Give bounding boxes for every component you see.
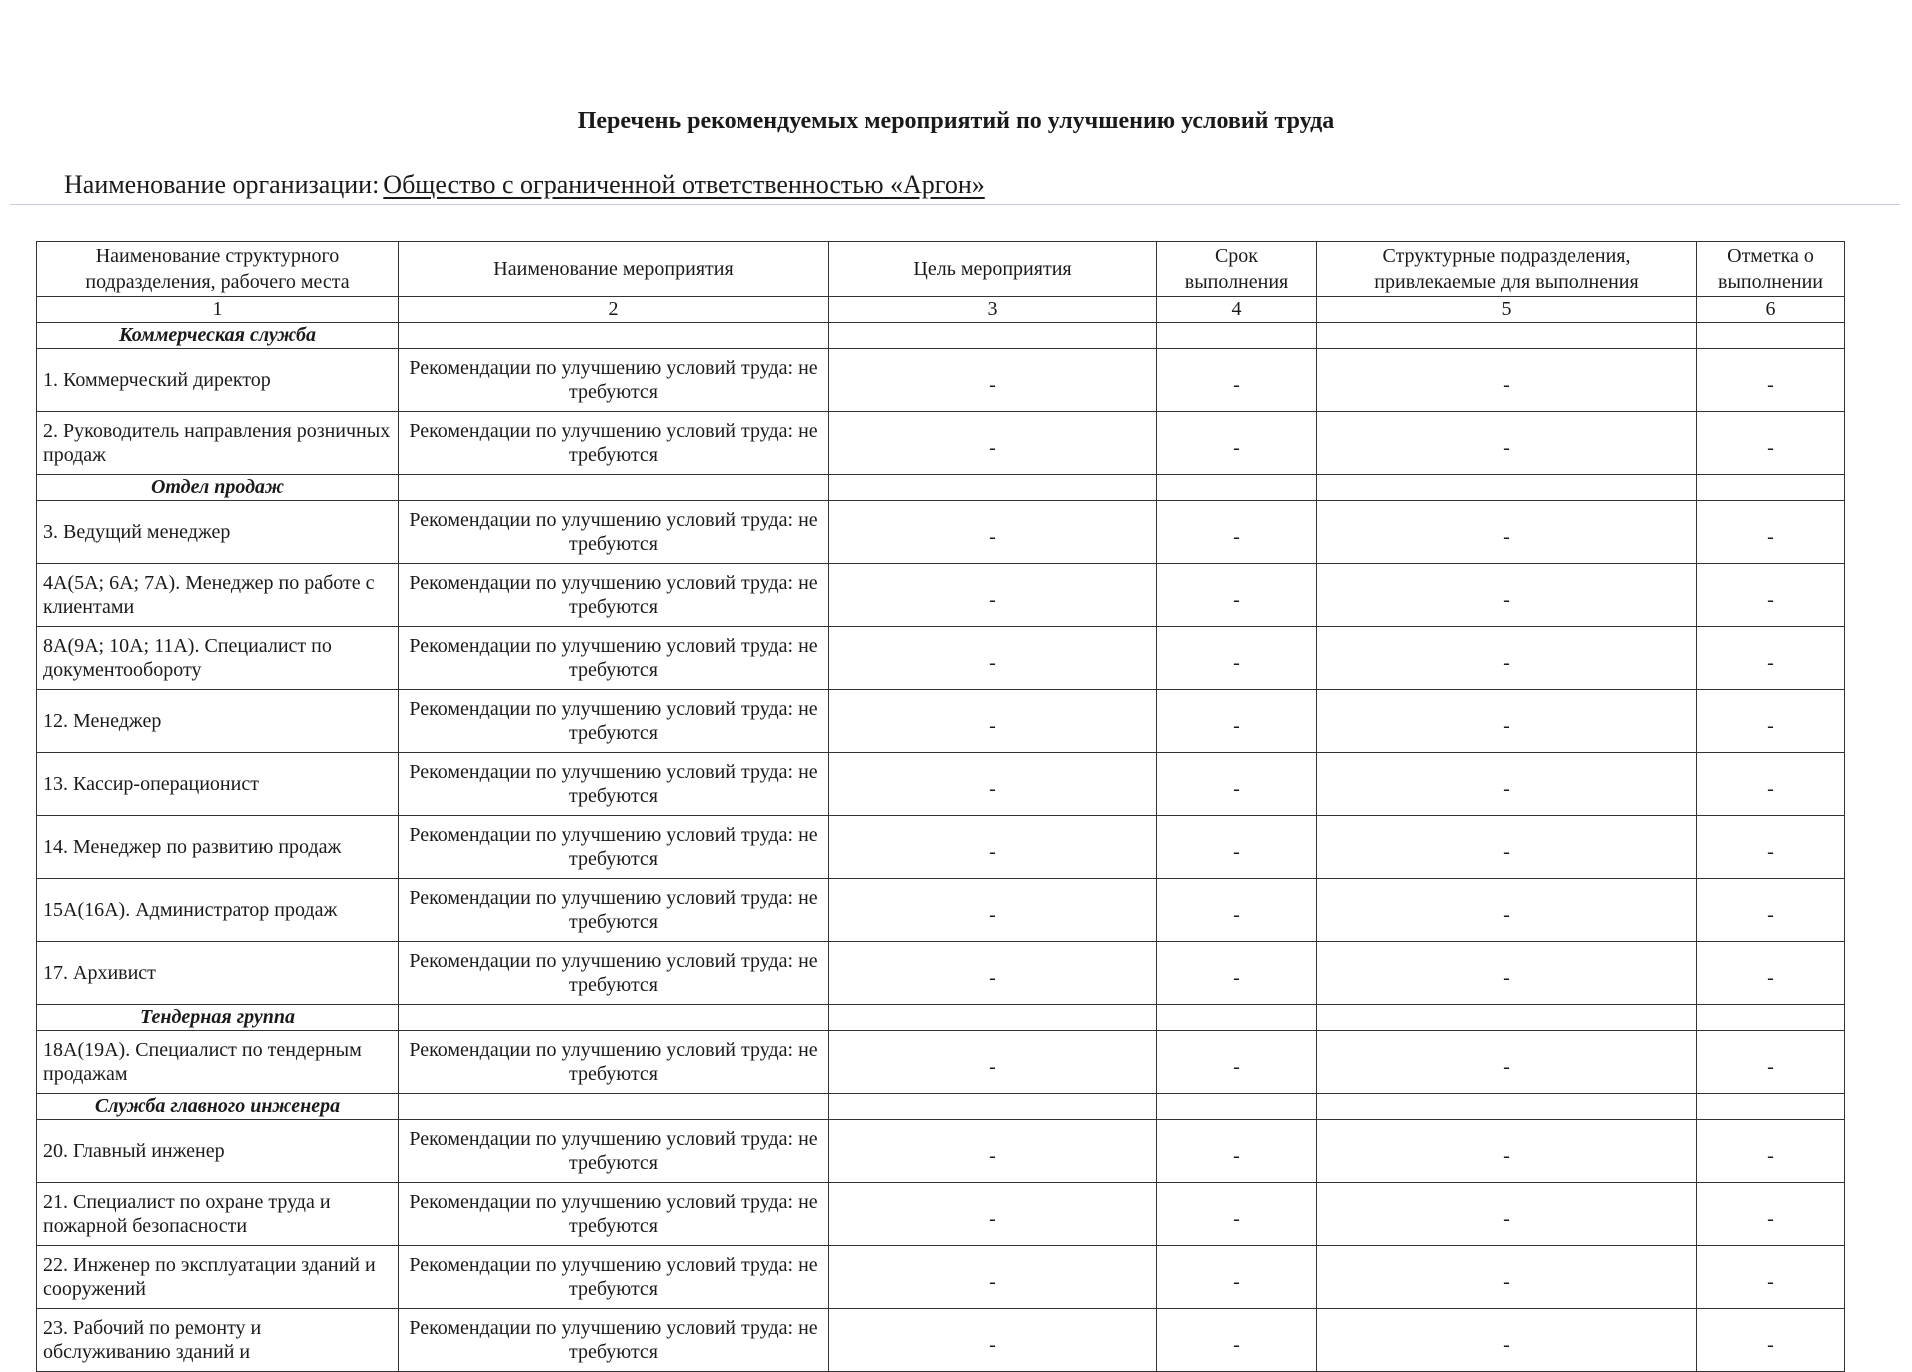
table-row xyxy=(37,1183,1845,1246)
completion-mark-cell: - xyxy=(1697,816,1845,879)
completion-mark-cell: - xyxy=(1697,627,1845,690)
completion-mark-cell: - xyxy=(1697,1309,1845,1372)
measure-cell: Рекомендации по улучшению условий труда: не требуются xyxy=(399,349,829,412)
measure-cell: Рекомендации по улучшению условий труда: не требуются xyxy=(399,753,829,816)
measure-cell: Рекомендации по улучшению условий труда: не требуются xyxy=(399,690,829,753)
deadline-cell: - xyxy=(1157,816,1317,879)
empty-cell xyxy=(399,475,829,501)
completion-mark-cell: - xyxy=(1697,942,1845,1005)
table-row xyxy=(37,501,1845,564)
departments-cell: - xyxy=(1317,412,1697,475)
table-row xyxy=(37,1031,1845,1094)
measure-cell: Рекомендации по улучшению условий труда: не требуются xyxy=(399,564,829,627)
deadline-cell: - xyxy=(1157,879,1317,942)
workplace-cell: 17. Архивист xyxy=(37,942,399,1005)
section-name: Тендерная группа xyxy=(37,1005,399,1031)
deadline-cell: - xyxy=(1157,564,1317,627)
empty-cell xyxy=(399,323,829,349)
workplace-cell: 12. Менеджер xyxy=(37,690,399,753)
measure-cell: Рекомендации по улучшению условий труда: не требуются xyxy=(399,1183,829,1246)
header-cell: Цель мероприятия xyxy=(829,242,1157,297)
departments-cell: - xyxy=(1317,1309,1697,1372)
goal-cell: - xyxy=(829,412,1157,475)
departments-cell: - xyxy=(1317,1183,1697,1246)
empty-cell xyxy=(1317,1005,1697,1031)
table-row xyxy=(37,690,1845,753)
empty-cell xyxy=(1317,323,1697,349)
deadline-cell: - xyxy=(1157,690,1317,753)
table-row xyxy=(37,412,1845,475)
departments-cell: - xyxy=(1317,1246,1697,1309)
table-row xyxy=(37,816,1845,879)
empty-cell xyxy=(1697,1094,1845,1120)
departments-cell: - xyxy=(1317,942,1697,1005)
table-row xyxy=(37,1120,1845,1183)
empty-cell xyxy=(1157,475,1317,501)
deadline-cell: - xyxy=(1157,942,1317,1005)
goal-cell: - xyxy=(829,1031,1157,1094)
section-row xyxy=(37,323,1845,349)
measure-cell: Рекомендации по улучшению условий труда: не требуются xyxy=(399,627,829,690)
empty-cell xyxy=(829,475,1157,501)
completion-mark-cell: - xyxy=(1697,1120,1845,1183)
column-number: 6 xyxy=(1697,297,1845,323)
header-cell: Отметка о выполнении xyxy=(1697,242,1845,297)
table-row xyxy=(37,349,1845,412)
deadline-cell: - xyxy=(1157,1246,1317,1309)
workplace-cell: 4А(5А; 6А; 7А). Менеджер по работе с клиентами xyxy=(37,564,399,627)
empty-cell xyxy=(399,1094,829,1120)
deadline-cell: - xyxy=(1157,501,1317,564)
measure-cell: Рекомендации по улучшению условий труда: не требуются xyxy=(399,501,829,564)
departments-cell: - xyxy=(1317,690,1697,753)
table-row xyxy=(37,1309,1845,1372)
goal-cell: - xyxy=(829,942,1157,1005)
header-cell: Наименование структурного подразделения, рабочего места xyxy=(37,242,399,297)
column-number: 5 xyxy=(1317,297,1697,323)
section-row xyxy=(37,475,1845,501)
deadline-cell: - xyxy=(1157,1031,1317,1094)
workplace-cell: 2. Руководитель направления розничных продаж xyxy=(37,412,399,475)
document-title: Перечень рекомендуемых мероприятий по улучшению условий труда xyxy=(577,108,1335,134)
section-name: Коммерческая служба xyxy=(37,323,399,349)
measure-cell: Рекомендации по улучшению условий труда: не требуются xyxy=(399,942,829,1005)
workplace-cell: 22. Инженер по эксплуатации зданий и сооружений xyxy=(37,1246,399,1309)
measure-cell: Рекомендации по улучшению условий труда: не требуются xyxy=(399,1031,829,1094)
measure-cell: Рекомендации по улучшению условий труда: не требуются xyxy=(399,1120,829,1183)
organization-name: Общество с ограниченной ответственностью «Аргон» xyxy=(383,170,985,199)
empty-cell xyxy=(829,1005,1157,1031)
header-cell: Срок выполнения xyxy=(1157,242,1317,297)
section-row xyxy=(37,1005,1845,1031)
goal-cell: - xyxy=(829,564,1157,627)
organization-label: Наименование организации: xyxy=(64,170,380,199)
empty-cell xyxy=(1697,475,1845,501)
measures-table xyxy=(36,241,1845,1372)
empty-cell xyxy=(1317,1094,1697,1120)
completion-mark-cell: - xyxy=(1697,1246,1845,1309)
departments-cell: - xyxy=(1317,753,1697,816)
table-row xyxy=(37,627,1845,690)
departments-cell: - xyxy=(1317,879,1697,942)
measure-cell: Рекомендации по улучшению условий труда: не требуются xyxy=(399,879,829,942)
departments-cell: - xyxy=(1317,349,1697,412)
deadline-cell: - xyxy=(1157,627,1317,690)
header-cell: Наименование мероприятия xyxy=(399,242,829,297)
deadline-cell: - xyxy=(1157,753,1317,816)
completion-mark-cell: - xyxy=(1697,564,1845,627)
deadline-cell: - xyxy=(1157,1309,1317,1372)
goal-cell: - xyxy=(829,879,1157,942)
workplace-cell: 1. Коммерческий директор xyxy=(37,349,399,412)
table-row xyxy=(37,942,1845,1005)
goal-cell: - xyxy=(829,753,1157,816)
table-row xyxy=(37,1246,1845,1309)
departments-cell: - xyxy=(1317,1120,1697,1183)
empty-cell xyxy=(829,1094,1157,1120)
table-row xyxy=(37,753,1845,816)
column-number: 4 xyxy=(1157,297,1317,323)
empty-cell xyxy=(1317,475,1697,501)
workplace-cell: 15А(16А). Администратор продаж xyxy=(37,879,399,942)
goal-cell: - xyxy=(829,1309,1157,1372)
workplace-cell: 23. Рабочий по ремонту и обслуживанию зданий и xyxy=(37,1309,399,1372)
measure-cell: Рекомендации по улучшению условий труда: не требуются xyxy=(399,1309,829,1372)
section-name: Отдел продаж xyxy=(37,475,399,501)
completion-mark-cell: - xyxy=(1697,1031,1845,1094)
completion-mark-cell: - xyxy=(1697,690,1845,753)
completion-mark-cell: - xyxy=(1697,412,1845,475)
deadline-cell: - xyxy=(1157,1120,1317,1183)
table-body xyxy=(37,323,1845,1372)
goal-cell: - xyxy=(829,349,1157,412)
column-number: 2 xyxy=(399,297,829,323)
section-row xyxy=(37,1094,1845,1120)
deadline-cell: - xyxy=(1157,1183,1317,1246)
workplace-cell: 8А(9А; 10А; 11А). Специалист по документообороту xyxy=(37,627,399,690)
departments-cell: - xyxy=(1317,816,1697,879)
deadline-cell: - xyxy=(1157,412,1317,475)
empty-cell xyxy=(1157,323,1317,349)
workplace-cell: 18А(19А). Специалист по тендерным продажам xyxy=(37,1031,399,1094)
organization-line xyxy=(64,170,995,200)
scan-divider xyxy=(10,204,1900,205)
departments-cell: - xyxy=(1317,501,1697,564)
measure-cell: Рекомендации по улучшению условий труда: не требуются xyxy=(399,1246,829,1309)
goal-cell: - xyxy=(829,501,1157,564)
empty-cell xyxy=(1157,1094,1317,1120)
column-number: 3 xyxy=(829,297,1157,323)
workplace-cell: 14. Менеджер по развитию продаж xyxy=(37,816,399,879)
completion-mark-cell: - xyxy=(1697,753,1845,816)
completion-mark-cell: - xyxy=(1697,501,1845,564)
departments-cell: - xyxy=(1317,564,1697,627)
departments-cell: - xyxy=(1317,1031,1697,1094)
goal-cell: - xyxy=(829,690,1157,753)
completion-mark-cell: - xyxy=(1697,1183,1845,1246)
column-number: 1 xyxy=(37,297,399,323)
completion-mark-cell: - xyxy=(1697,879,1845,942)
goal-cell: - xyxy=(829,1120,1157,1183)
goal-cell: - xyxy=(829,1246,1157,1309)
goal-cell: - xyxy=(829,627,1157,690)
workplace-cell: 20. Главный инженер xyxy=(37,1120,399,1183)
table-header-row xyxy=(37,242,1845,297)
measure-cell: Рекомендации по улучшению условий труда: не требуются xyxy=(399,412,829,475)
goal-cell: - xyxy=(829,1183,1157,1246)
completion-mark-cell: - xyxy=(1697,349,1845,412)
goal-cell: - xyxy=(829,816,1157,879)
header-cell: Структурные подразделения, привлекаемые для выполнения xyxy=(1317,242,1697,297)
workplace-cell: 21. Специалист по охране труда и пожарной безопасности xyxy=(37,1183,399,1246)
workplace-cell: 13. Кассир-операционист xyxy=(37,753,399,816)
table-row xyxy=(37,879,1845,942)
empty-cell xyxy=(1697,1005,1845,1031)
empty-cell xyxy=(1157,1005,1317,1031)
column-number-row xyxy=(37,297,1845,323)
table-row xyxy=(37,564,1845,627)
workplace-cell: 3. Ведущий менеджер xyxy=(37,501,399,564)
empty-cell xyxy=(399,1005,829,1031)
empty-cell xyxy=(829,323,1157,349)
departments-cell: - xyxy=(1317,627,1697,690)
deadline-cell: - xyxy=(1157,349,1317,412)
empty-cell xyxy=(1697,323,1845,349)
measure-cell: Рекомендации по улучшению условий труда: не требуются xyxy=(399,816,829,879)
section-name: Служба главного инженера xyxy=(37,1094,399,1120)
